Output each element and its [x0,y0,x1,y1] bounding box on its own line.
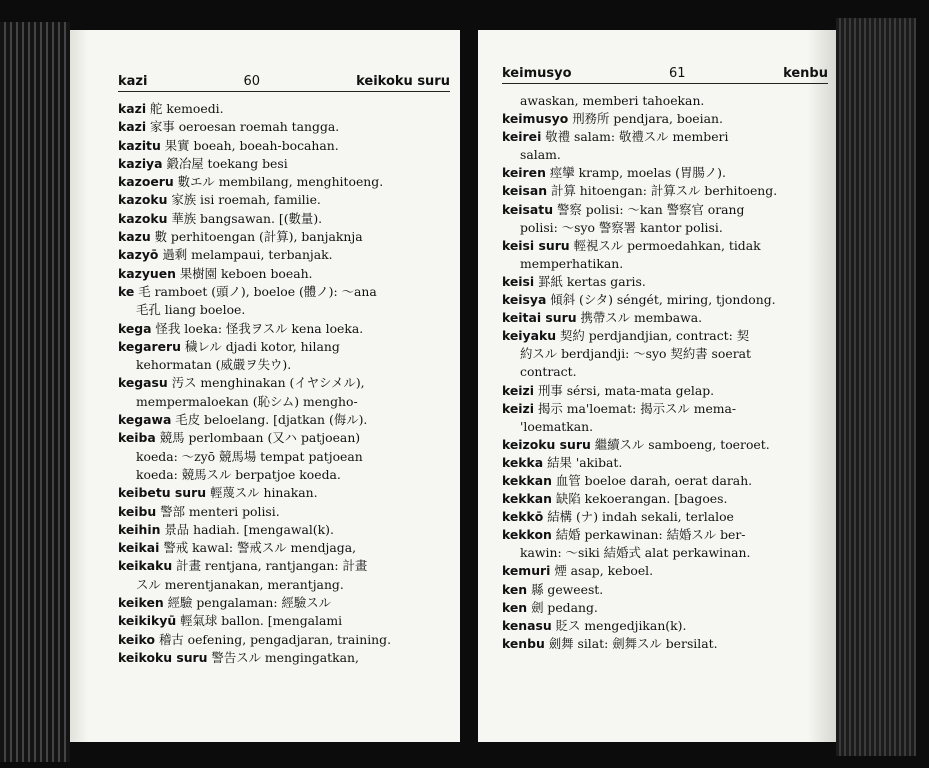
entry-headword: keihin [118,521,161,537]
dictionary-entry [502,164,828,182]
right-page [478,30,836,742]
entry-definition: 穢レル djadi kotor, hilang [181,338,340,354]
dictionary-entry [502,182,828,200]
entry-definition: 'loematkan. [520,418,594,434]
entry-headword: keikoku suru [118,649,208,665]
entry-headword: keizi [502,382,535,398]
dictionary-entry [118,191,450,209]
dictionary-entry [118,301,450,319]
entry-headword: kazyō [118,247,159,263]
dictionary-entry [502,345,828,363]
dictionary-entry [118,411,450,429]
entry-headword: kekkon [502,527,552,543]
dictionary-entry [502,92,828,110]
entry-headword: keikaku [118,558,173,574]
entry-definition: 刑事 sérsi, mata-mata gelap. [534,382,715,398]
entry-definition: 約スル berdjandji: ～syo 契約書 soerat [520,346,751,362]
dictionary-entry [502,526,828,544]
entry-definition: スル merentjanakan, merantjang. [136,576,344,592]
entry-definition: 毛孔 liang boeloe. [136,302,246,318]
entry-headword: kazoku [118,192,168,208]
left-page [70,30,460,742]
entry-headword: keiyaku [502,328,557,344]
entry-headword: keisya [502,292,547,308]
entry-headword: kekkō [502,509,544,525]
entry-definition: 計畫 rentjana, rantjangan: 計畫 [172,558,368,574]
entry-definition: 結婚 perkawinan: 結婚スル ber- [551,527,746,543]
entry-definition: 輕視スル permoedahkan, tidak [569,237,761,253]
dictionary-entry [118,448,450,466]
dictionary-entry [502,237,828,255]
entry-definition: 稽古 oefening, pengadjaran, training. [154,631,392,647]
entry-definition: 缺陷 kekoerangan. [bagoes. [551,491,728,507]
dictionary-entry [118,283,450,301]
dictionary-entry [502,490,828,508]
entry-headword: keiba [118,430,156,446]
entry-headword: kazitu [118,137,161,153]
dictionary-entry [502,508,828,526]
entry-headword: keisi suru [502,237,570,253]
entry-definition: 警戒 kawal: 警戒スル mendjaga, [159,540,357,556]
right-guide-word-last: kenbu [783,66,828,81]
dictionary-entry [118,429,450,447]
entry-headword: kemuri [502,563,551,579]
dictionary-entry [118,228,450,246]
dictionary-entry [502,309,828,327]
book-right-edge [836,18,916,756]
entry-headword: kazu [118,229,151,245]
dictionary-entry [502,472,828,490]
entry-headword: kegawa [118,412,172,428]
dictionary-entry [118,155,450,173]
dictionary-entry [118,484,450,502]
dictionary-entry [118,356,450,374]
entry-headword: kekkan [502,472,552,488]
entry-headword: keimusyo [502,111,569,127]
dictionary-entry [118,374,450,392]
entry-headword: keibu [118,503,157,519]
entry-definition: 華族 bangsawan. [(數量). [167,210,323,226]
entry-definition: 契約 perdjandjian, contract: 契 [556,328,750,344]
dictionary-entry [118,265,450,283]
dictionary-entry [502,128,828,146]
left-entry-list [118,100,450,667]
dictionary-entry [118,612,450,630]
entry-headword: kazoku [118,210,168,226]
entry-definition: 繼續スル samboeng, toeroet. [590,436,770,452]
dictionary-entry [502,201,828,219]
dictionary-entry [502,635,828,653]
entry-definition: 罫紙 kertas garis. [534,273,646,289]
entry-definition: 景品 hadiah. [mengawal(k). [160,521,334,537]
entry-definition: 經驗 pengalaman: 經驗スル [163,595,332,611]
entry-headword: keiko [118,631,155,647]
entry-headword: kenasu [502,617,552,633]
dictionary-entry [502,400,828,418]
entry-headword: ken [502,581,528,597]
dictionary-entry [502,454,828,472]
entry-definition: 家事 oeroesan roemah tangga. [146,119,340,135]
entry-headword: keirei [502,129,542,145]
left-guide-word-last: keikoku suru [356,74,450,89]
book-left-edge [0,22,70,762]
entry-definition: mempermaloekan (恥シム) mengho- [136,393,358,409]
entry-definition: awaskan, memberi tahoekan. [520,93,705,108]
right-page-number: 61 [669,66,686,81]
entry-headword: kazi [118,119,147,135]
dictionary-entry [502,581,828,599]
entry-headword: keisatu [502,201,554,217]
entry-headword: keisan [502,183,548,199]
entry-definition: 計算 hitoengan: 計算スル berhitoeng. [547,183,778,199]
entry-definition: 警察 polisi: ～kan 警察官 orang [553,201,745,217]
dictionary-entry [118,173,450,191]
dictionary-entry [502,291,828,309]
dictionary-entry [118,631,450,649]
entry-definition: 貶ス mengedjikan(k). [551,617,687,633]
left-guide-word-first: kazi [118,74,148,89]
entry-headword: keizoku suru [502,436,591,452]
entry-definition: kawin: ～siki 結婚式 alat perkawinan. [520,545,751,561]
dictionary-entry [118,118,450,136]
entry-definition: kehormatan (威嚴ヲ失ウ). [136,357,292,373]
entry-definition: 怪我 loeka: 怪我ヲスル kena loeka. [151,320,364,336]
dictionary-entry [502,273,828,291]
entry-definition: 劍舞 silat: 劍舞スル bersilat. [544,635,718,651]
entry-definition: 毛皮 beloelang. [djatkan (侮ル). [171,412,368,428]
entry-headword: keikai [118,540,160,556]
dictionary-entry [502,418,828,436]
dictionary-entry [502,219,828,237]
entry-definition: memperhatikan. [520,255,624,271]
entry-definition: koeda: ～zyō 競馬場 tempat patjoean [136,448,363,464]
entry-definition: 縣 geweest. [527,581,604,597]
entry-definition: 警部 menteri polisi. [156,503,280,519]
dictionary-entry [118,320,450,338]
dictionary-entry [118,393,450,411]
entry-headword: kega [118,320,152,336]
entry-headword: keibetu suru [118,485,207,501]
entry-definition: polisi: ～syo 警察署 kantor polisi. [520,219,723,235]
entry-definition: 輕氣球 ballon. [mengalami [176,613,343,629]
dictionary-entry [118,649,450,667]
entry-definition: 過剩 melampaui, terbanjak. [158,247,333,263]
entry-definition: 舵 kemoedi. [146,101,224,116]
dictionary-entry [118,210,450,228]
dictionary-entry [502,544,828,562]
dictionary-entry [118,338,450,356]
dictionary-entry [118,100,450,118]
dictionary-entry [502,436,828,454]
entry-definition: 家族 isi roemah, familie. [167,192,321,208]
entry-headword: keiken [118,595,164,611]
entry-headword: keizi [502,400,535,416]
entry-headword: keikikyū [118,613,177,629]
entry-definition: 輕蔑スル hinakan. [206,485,318,501]
entry-headword: keitai suru [502,310,577,326]
entry-definition: 血管 boeloe darah, oerat darah. [551,472,753,488]
dictionary-entry [502,599,828,617]
dictionary-entry [118,576,450,594]
entry-headword: kazyuen [118,265,176,281]
dictionary-entry [502,255,828,273]
entry-definition: 劍 pedang. [527,599,598,615]
entry-definition: 敬禮 salam: 敬禮スル memberi [541,129,729,145]
entry-definition: 毛 ramboet (頭ノ), boeloe (體ノ): ～ana [134,283,377,299]
entry-headword: kekka [502,454,544,470]
left-page-number: 60 [243,74,261,89]
entry-definition: salam. [520,147,561,163]
dictionary-entry [118,539,450,557]
entry-definition: 數 perhitoengan (計算), banjaknja [150,229,363,245]
entry-definition: 數エル membilang, menghitoeng. [173,174,384,190]
dictionary-entry [502,363,828,381]
dictionary-entry [502,562,828,580]
entry-headword: keiren [502,165,546,181]
dictionary-entry [118,521,450,539]
dictionary-entry [118,503,450,521]
entry-definition: 果樹園 keboen boeah. [175,265,313,281]
right-page-header [502,66,828,84]
entry-definition: 揭示 ma'loemat: 揭示スル mema- [534,400,737,416]
entry-definition: 結構 (ナ) indah sekali, terlaloe [543,509,734,525]
left-page-header [118,74,450,92]
entry-definition: 携帶スル membawa. [576,310,703,326]
entry-definition: 汚ス menghinakan (イヤシメル), [167,375,365,391]
entry-definition: 警告スル mengingatkan, [207,649,359,665]
entry-definition: koeda: 競馬スル berpatjoe koeda. [136,466,341,482]
dictionary-entry [502,327,828,345]
entry-definition: 結果 'akibat. [543,454,623,470]
dictionary-entry [118,557,450,575]
entry-headword: kenbu [502,635,545,651]
dictionary-entry [118,594,450,612]
right-entry-list [502,92,828,653]
entry-headword: kaziya [118,155,163,171]
entry-definition: 鍛冶屋 toekang besi [162,155,288,171]
dictionary-entry [118,137,450,155]
entry-headword: kekkan [502,491,552,507]
entry-headword: ken [502,599,528,615]
entry-headword: kazi [118,101,147,116]
dictionary-entry [118,466,450,484]
entry-definition: 煙 asap, keboel. [550,563,654,579]
right-guide-word-first: keimusyo [502,66,572,81]
entry-headword: keisi [502,273,535,289]
dictionary-entry [502,146,828,164]
entry-definition: 果實 boeah, boeah-bocahan. [160,137,339,153]
dictionary-entry [118,246,450,264]
entry-definition: 痙攣 kramp, moelas (胃腸ノ). [545,165,726,181]
entry-headword: kazoeru [118,174,174,190]
entry-definition: 競馬 perlombaan (又ハ patjoean) [155,430,361,446]
entry-headword: kegareru [118,338,181,354]
entry-definition: 刑務所 pendjara, boeian. [568,111,723,127]
entry-definition: 傾斜 (シタ) séngét, miring, tjondong. [546,292,776,308]
entry-headword: ke [118,283,135,299]
dictionary-entry [502,617,828,635]
entry-definition: contract. [520,364,577,380]
dictionary-entry [502,110,828,128]
dictionary-entry [502,382,828,400]
entry-headword: kegasu [118,375,168,391]
